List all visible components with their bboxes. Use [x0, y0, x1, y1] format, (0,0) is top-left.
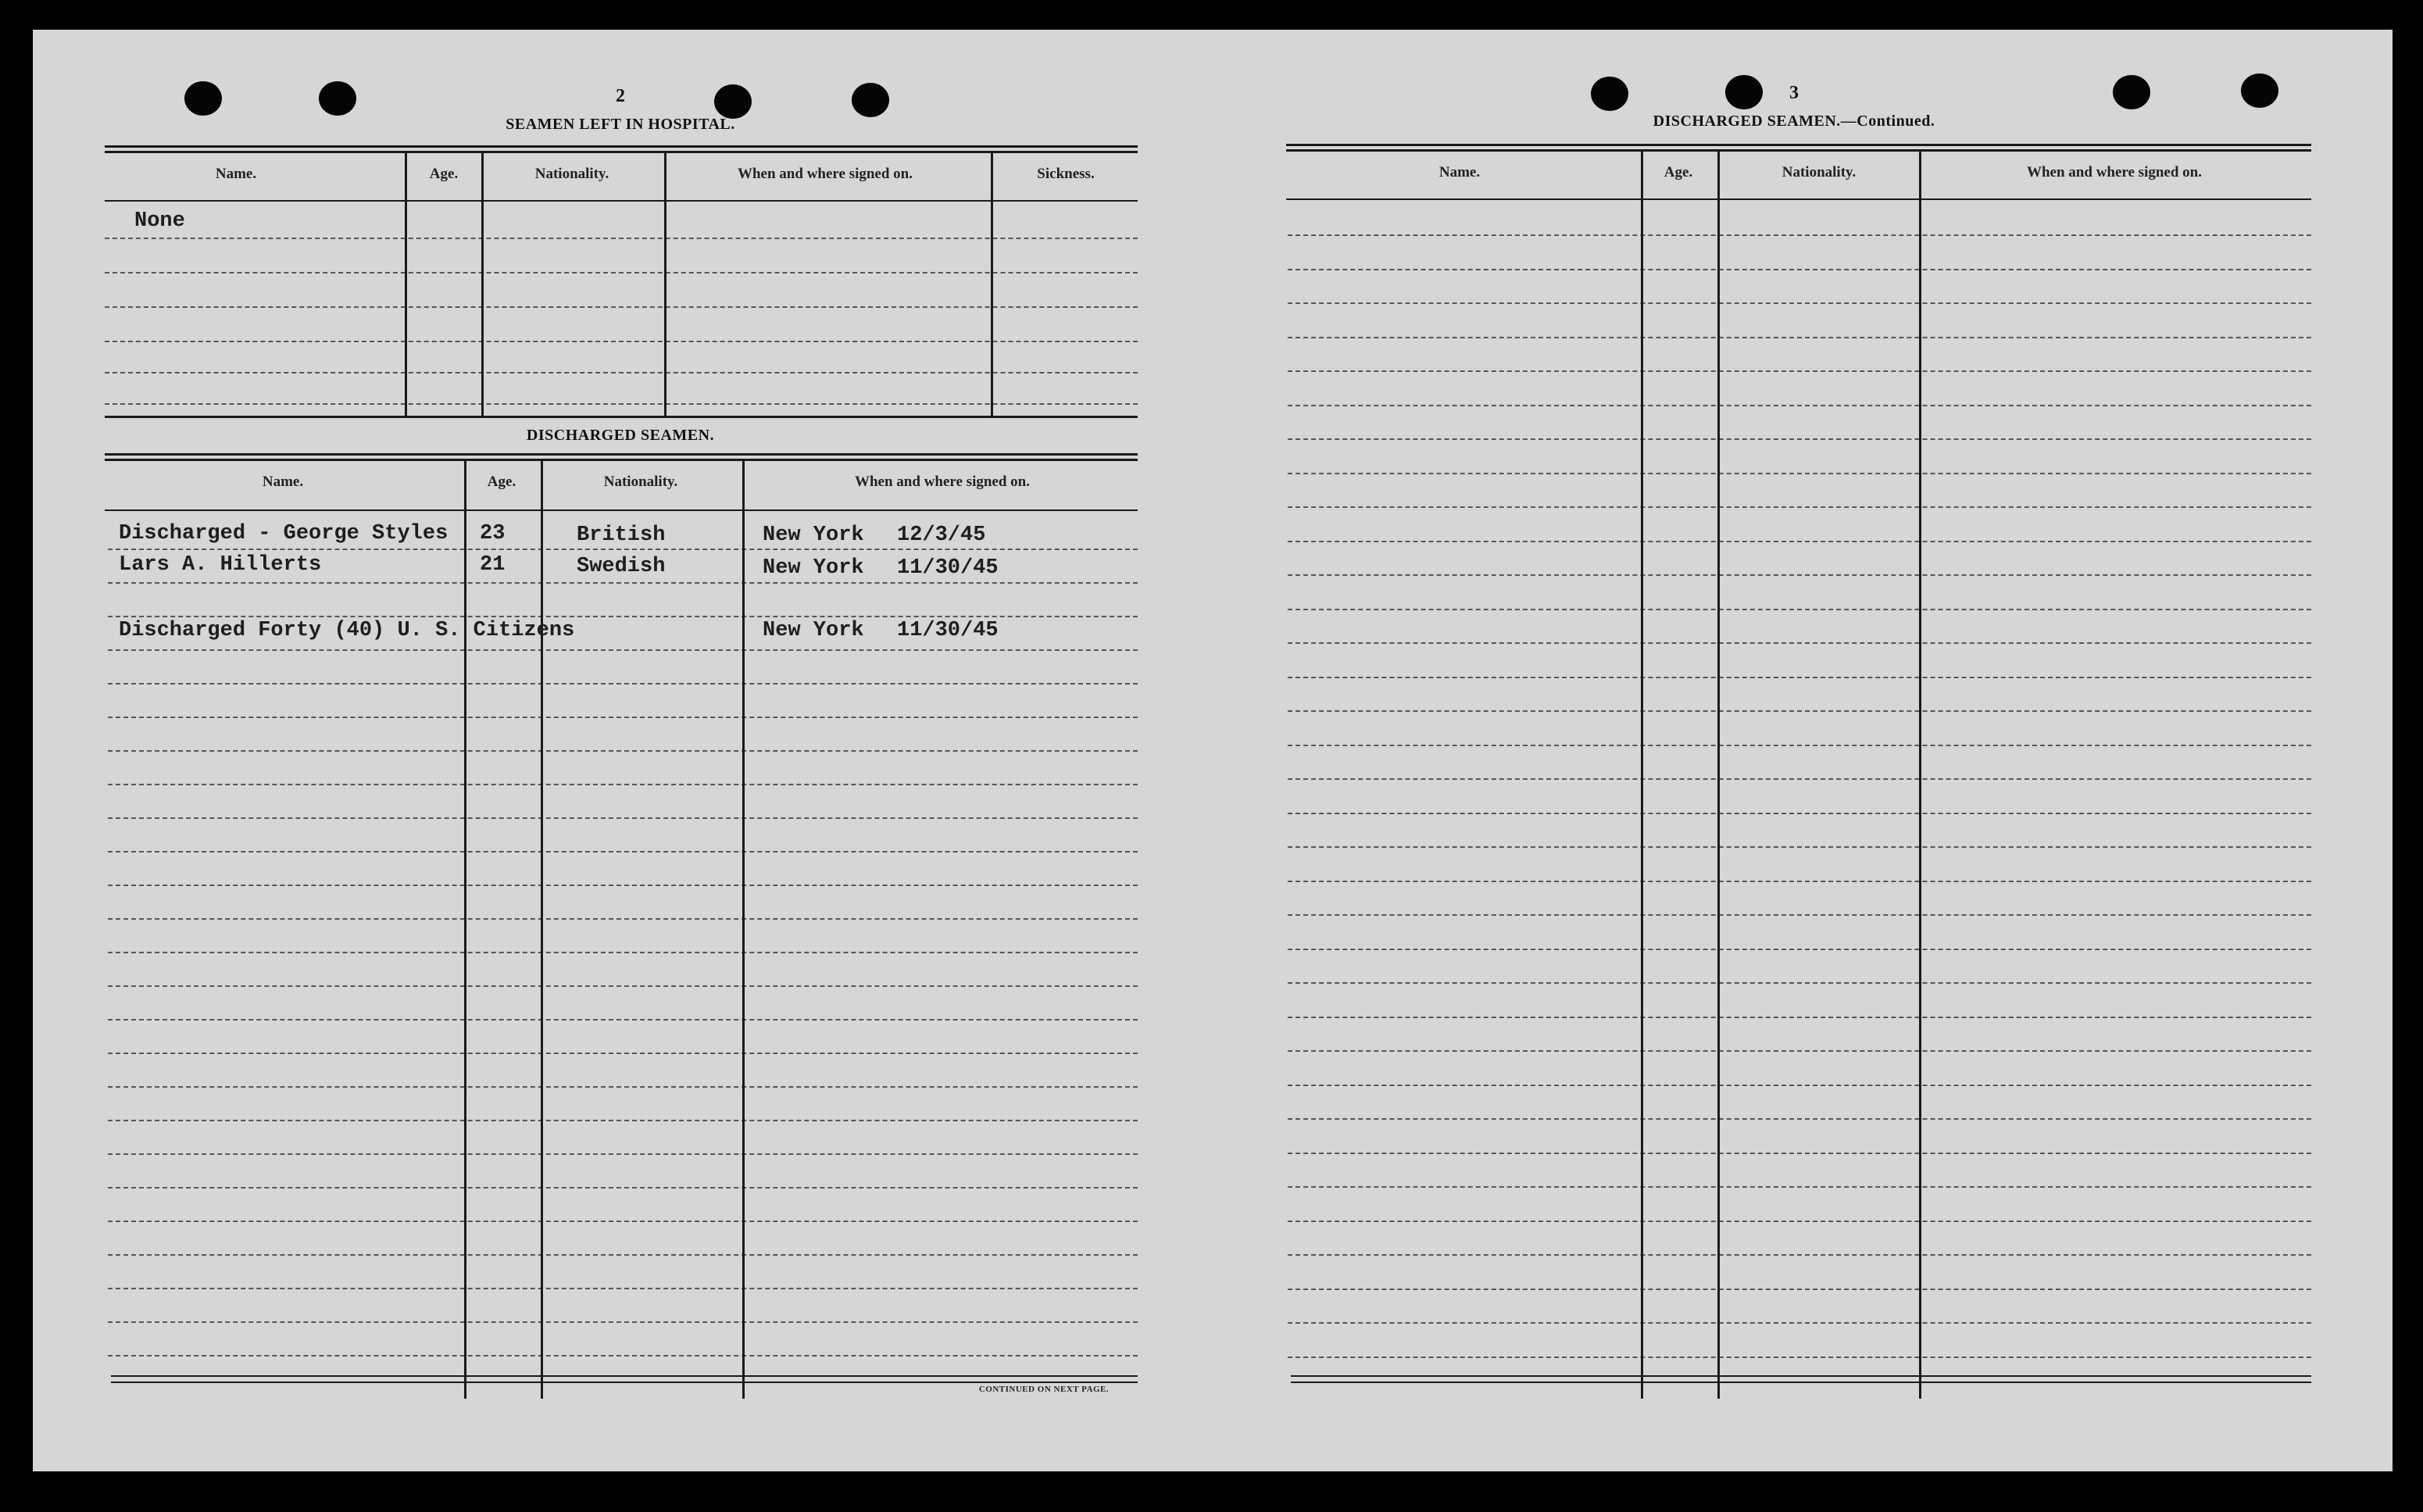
- hospital-entry: None: [134, 209, 185, 233]
- punch-hole: [184, 81, 222, 116]
- punch-hole: [319, 81, 356, 116]
- column-header: Name.: [262, 474, 304, 490]
- ruled-line: [108, 952, 1138, 953]
- punch-hole: [852, 83, 889, 117]
- ruled-line: [108, 1221, 1138, 1222]
- ruled-line: [1288, 982, 2311, 984]
- column-header: Name.: [215, 166, 257, 182]
- punch-hole: [2241, 73, 2278, 108]
- column-header: Name.: [1438, 164, 1481, 181]
- ruled-line: [108, 582, 1138, 584]
- punch-hole: [1725, 75, 1763, 109]
- column-header: Nationality.: [603, 474, 678, 490]
- page-number: 2: [616, 86, 625, 106]
- ruled-line: [108, 1053, 1138, 1054]
- ruled-line: [1288, 506, 2311, 508]
- section-title-discharged: DISCHARGED SEAMEN.: [526, 427, 715, 444]
- ruled-line: [108, 649, 1138, 651]
- ruled-line: [1288, 1221, 2311, 1222]
- section-title-hospital: SEAMEN LEFT IN HOSPITAL.: [506, 116, 735, 133]
- signed-on-date: 11/30/45: [897, 619, 999, 642]
- column-header: Nationality.: [534, 166, 609, 182]
- ruled-line: [108, 549, 1138, 550]
- seaman-nationality: British: [577, 524, 666, 547]
- signed-on-date: 12/3/45: [897, 524, 986, 547]
- ruled-line: [1288, 269, 2311, 270]
- ruled-line: [1288, 405, 2311, 406]
- ruled-line: [1288, 710, 2311, 712]
- ruled-line: [1288, 574, 2311, 576]
- signed-on-place: New York: [763, 524, 864, 547]
- ruled-line: [1288, 1017, 2311, 1018]
- column-header: Age.: [1664, 164, 1693, 181]
- ruled-line: [108, 1321, 1138, 1323]
- ruled-line: [1288, 1357, 2311, 1358]
- ruled-line: [1288, 370, 2311, 372]
- ruled-line: [108, 1355, 1138, 1357]
- ruled-line: [1288, 1050, 2311, 1052]
- ruled-line: [108, 1288, 1138, 1289]
- ruled-line: [1288, 949, 2311, 950]
- column-header: When and where signed on.: [737, 166, 913, 182]
- ruled-line: [1288, 473, 2311, 474]
- punch-hole: [1591, 77, 1628, 111]
- column-header: Age.: [487, 474, 516, 490]
- page-number: 3: [1789, 83, 1799, 103]
- ruled-line: [1288, 1153, 2311, 1154]
- seaman-nationality: Swedish: [577, 555, 666, 578]
- column-header: Sickness.: [1037, 166, 1095, 182]
- ruled-line: [1288, 1289, 2311, 1290]
- ruled-line: [108, 885, 1138, 886]
- ruled-line: [108, 1019, 1138, 1021]
- signed-on-place: New York: [763, 619, 864, 642]
- ruled-line: [108, 1120, 1138, 1121]
- ruled-line: [108, 1086, 1138, 1088]
- ruled-line: [108, 717, 1138, 718]
- seaman-name: Discharged - George Styles: [119, 522, 449, 545]
- ruled-line: [1288, 541, 2311, 542]
- signed-on-date: 11/30/45: [897, 556, 999, 580]
- ruled-line: [108, 616, 1138, 617]
- seaman-name: Lars A. Hillerts: [119, 553, 322, 577]
- ruled-line: [108, 985, 1138, 987]
- ruled-line: [108, 817, 1138, 819]
- ruled-line: [108, 1254, 1138, 1256]
- ruled-line: [108, 784, 1138, 785]
- column-header: When and where signed on.: [2026, 164, 2203, 181]
- column-header: When and where signed on.: [854, 474, 1031, 490]
- ruled-line: [1288, 778, 2311, 780]
- ruled-line: [1288, 745, 2311, 746]
- document-sheet: [33, 30, 2393, 1471]
- ruled-line: [1288, 813, 2311, 814]
- ruled-line: [1288, 881, 2311, 882]
- ruled-line: [108, 851, 1138, 853]
- punch-hole: [2113, 75, 2150, 109]
- ruled-line: [1288, 677, 2311, 678]
- seaman-name: Discharged Forty (40) U. S. Citizens: [119, 619, 575, 642]
- ruled-line: [1288, 609, 2311, 610]
- ruled-line: [1288, 1118, 2311, 1120]
- column-header: Age.: [429, 166, 459, 182]
- ruled-line: [1288, 302, 2311, 304]
- ruled-line: [1288, 1322, 2311, 1324]
- ruled-line: [1288, 642, 2311, 644]
- ruled-line: [1288, 1085, 2311, 1086]
- column-header: Nationality.: [1782, 164, 1857, 181]
- ruled-line: [1288, 1186, 2311, 1188]
- ruled-line: [1288, 1254, 2311, 1256]
- ruled-line: [1288, 337, 2311, 338]
- seaman-age: 23: [480, 522, 506, 545]
- ruled-line: [108, 683, 1138, 685]
- seaman-age: 21: [480, 553, 506, 577]
- ruled-line: [108, 918, 1138, 920]
- ruled-line: [108, 750, 1138, 752]
- ruled-line: [1288, 846, 2311, 848]
- ruled-line: [1288, 914, 2311, 916]
- ruled-line: [108, 1153, 1138, 1155]
- continued-footer: CONTINUED ON NEXT PAGE.: [978, 1385, 1110, 1394]
- ruled-line: [1288, 438, 2311, 440]
- punch-hole: [714, 84, 752, 119]
- section-title-discharged-continued: DISCHARGED SEAMEN.—Continued.: [1653, 113, 1935, 130]
- signed-on-place: New York: [763, 556, 864, 580]
- ruled-line: [1288, 234, 2311, 236]
- ruled-line: [108, 1187, 1138, 1189]
